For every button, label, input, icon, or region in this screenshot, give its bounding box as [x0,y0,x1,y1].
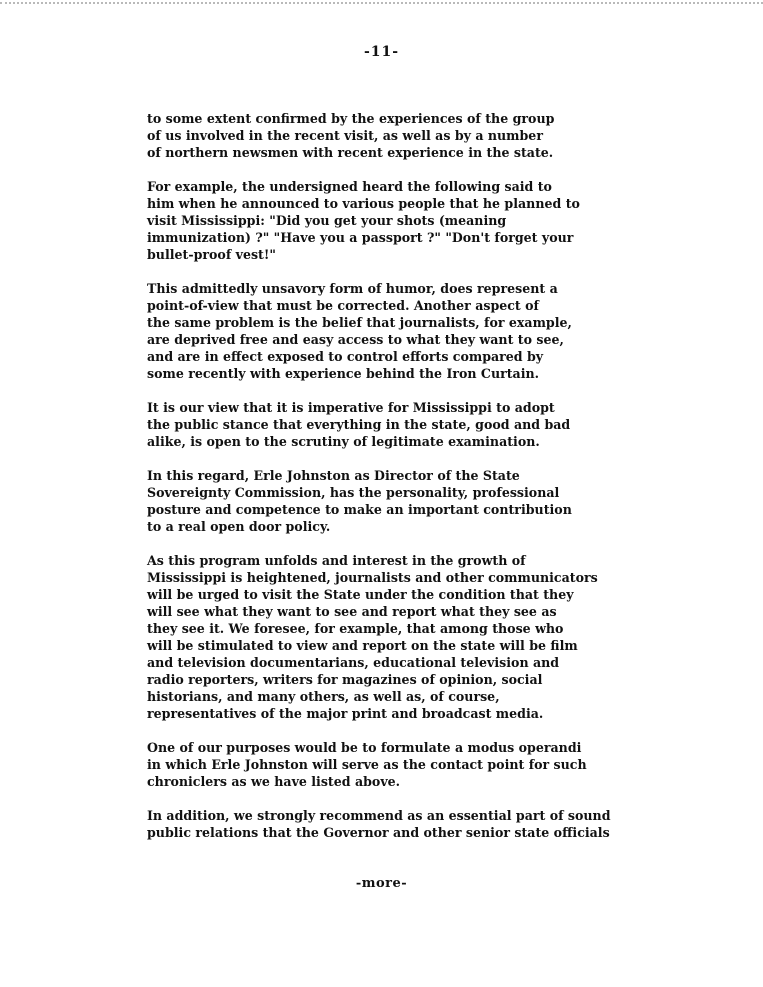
text-line: of us involved in the recent visit, as well as by a number [147,128,543,143]
document-body [147,110,647,858]
text-line: posture and competence to make an important contribution [147,502,572,517]
text-line: the public stance that everything in the state, good and bad [147,417,571,432]
text-line: in which Erle Johnston will serve as the contact point for such [147,757,587,772]
continuation-marker: -more- [355,876,408,891]
paragraph [147,110,647,161]
text-line: Mississippi is heightened, journalists and other communicators [147,570,598,585]
text-line: alike, is open to the scrutiny of legitimate examination. [147,434,540,449]
paragraph [147,467,647,535]
text-line: are deprived free and easy access to what they want to see, [147,332,564,347]
text-line: Sovereignty Commission, has the personality, professional [147,485,560,500]
text-line: historians, and many others, as well as, of course, [147,689,500,704]
text-line: will be stimulated to view and report on the state will be film [147,638,578,653]
text-line: to some extent confirmed by the experiences of the group [147,111,555,126]
text-line: will be urged to visit the State under the condition that they [147,587,574,602]
paragraph [147,807,647,841]
text-line: point-of-view that must be corrected. Another aspect of [147,298,539,313]
paragraph [147,739,647,790]
text-line: In addition, we strongly recommend as an essential part of sound [147,808,611,823]
text-line: representatives of the major print and broadcast media. [147,706,544,721]
text-line: and are in effect exposed to control efforts compared by [147,349,544,364]
paragraph [147,280,647,382]
text-line: visit Mississippi: "Did you get your shots (meaning [147,213,507,228]
text-line: will see what they want to see and report what they see as [147,604,557,619]
text-line: chroniclers as we have listed above. [147,774,401,789]
page-number: -11- [363,44,400,60]
paragraph [147,178,647,263]
text-line: immunization) ?" "Have you a passport ?" "Don't forget your [147,230,574,245]
text-line: In this regard, Erle Johnston as Director of the State [147,468,520,483]
text-line: This admittedly unsavory form of humor, does represent a [147,281,558,296]
text-line: and television documentarians, educational television and [147,655,560,670]
text-line: some recently with experience behind the Iron Curtain. [147,366,540,381]
text-line: radio reporters, writers for magazines of opinion, social [147,672,543,687]
text-line: of northern newsmen with recent experience in the state. [147,145,554,160]
text-line: public relations that the Governor and other senior state officials [147,825,610,840]
text-line: As this program unfolds and interest in the growth of [147,553,526,568]
page-top-perforation [0,2,763,4]
text-line: bullet-proof vest!" [147,247,276,262]
text-line: him when he announced to various people that he planned to [147,196,580,211]
text-line: the same problem is the belief that journalists, for example, [147,315,572,330]
text-line: they see it. We foresee, for example, that among those who [147,621,564,636]
text-line: One of our purposes would be to formulate a modus operandi [147,740,582,755]
text-line: to a real open door policy. [147,519,331,534]
text-line: It is our view that it is imperative for Mississippi to adopt [147,400,555,415]
text-line: For example, the undersigned heard the following said to [147,179,552,194]
paragraph [147,552,647,722]
paragraph [147,399,647,450]
